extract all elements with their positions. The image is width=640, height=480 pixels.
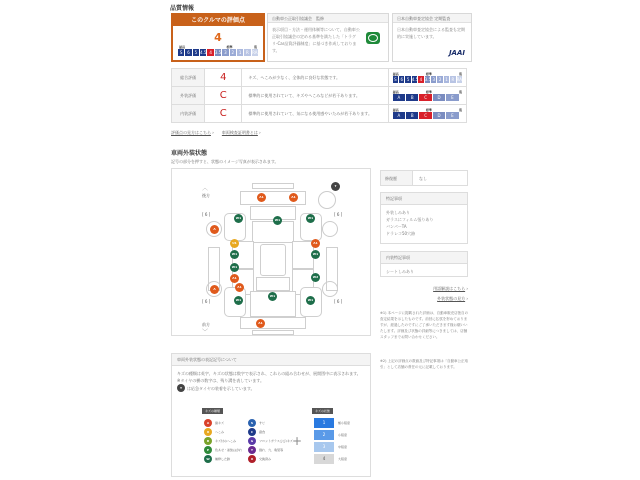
scale-cell: 4.5 bbox=[411, 77, 419, 82]
front-label: 前方 bbox=[202, 322, 210, 327]
damage-mark[interactable]: A bbox=[210, 225, 219, 234]
scale-cell: S bbox=[394, 77, 397, 82]
chevron-right-icon: › bbox=[465, 296, 468, 301]
special-note-item: ガラスにフィルム張りあり bbox=[386, 217, 434, 222]
scale-high-label: 最高 bbox=[392, 108, 399, 112]
rear-right-tire bbox=[322, 221, 338, 237]
damage-mark[interactable]: A1 bbox=[256, 319, 265, 328]
notation-line-2: ※タイヤの横の数字は、残り溝を表しています。 bbox=[177, 378, 264, 383]
scale-cell: 6 bbox=[400, 77, 404, 82]
rating-bar bbox=[388, 69, 466, 87]
note-2: ※2) 上記の評価点の数値及び特記事項は「自動車公正取引」として店舗の責任の元に記載しております。 bbox=[380, 359, 469, 369]
damage-level-badge: 3 bbox=[314, 442, 334, 452]
damage-type-item bbox=[204, 454, 249, 463]
scale-cell: RA bbox=[456, 77, 462, 82]
scale-cell: 6 bbox=[187, 50, 190, 55]
scale-standard-label: 標準 bbox=[425, 90, 432, 94]
damage-mark[interactable]: A1 bbox=[230, 274, 239, 283]
damage-mark[interactable]: W1 bbox=[234, 296, 243, 305]
rating-desc: 標準的に使用されていて、キズやへこみなどが若干あります。 bbox=[242, 87, 388, 105]
scale-cell: 3 bbox=[432, 77, 435, 82]
chevron-right-icon: › bbox=[465, 286, 468, 291]
special-note-item: バンパーTA bbox=[386, 224, 407, 229]
rating-value: C bbox=[205, 87, 242, 105]
scale-cell: B bbox=[406, 94, 418, 101]
spare-tire-icon: T bbox=[177, 384, 185, 392]
jaai-card bbox=[392, 13, 472, 62]
scale-cell: D bbox=[433, 94, 445, 101]
damage-mark[interactable]: W1 bbox=[268, 292, 277, 301]
scale-cell: C bbox=[419, 112, 431, 119]
damage-type-icon: A bbox=[204, 419, 212, 427]
damage-level-item bbox=[314, 429, 350, 441]
scale-cell: E bbox=[446, 112, 458, 119]
damage-type-icon: X bbox=[248, 455, 256, 463]
special-notes-header: 特記事項 bbox=[381, 193, 467, 205]
table-row bbox=[172, 69, 467, 87]
exterior-scale bbox=[393, 94, 462, 101]
damage-type-item bbox=[204, 445, 249, 454]
scale-high-label: 最高 bbox=[392, 90, 399, 94]
scale-cell: R bbox=[451, 77, 455, 82]
score-card-header: このクルマの評価点 bbox=[173, 15, 263, 26]
damage-type-item bbox=[248, 454, 308, 463]
scale-cell: 1 bbox=[445, 77, 448, 82]
front-bumper-bottom bbox=[252, 330, 294, 335]
scale-low-label: 低 bbox=[458, 108, 462, 112]
scale-cell: 4.5 bbox=[200, 50, 207, 55]
score-scale bbox=[173, 49, 263, 56]
spare-tire bbox=[318, 191, 336, 209]
exterior-guide-link-text[interactable]: 外装状態の見方 bbox=[437, 296, 466, 301]
damage-type-label: 腐食 bbox=[259, 429, 266, 434]
special-note-item: 外装しみあり bbox=[386, 210, 410, 215]
rear-window bbox=[252, 221, 294, 243]
damage-mark[interactable]: W1 bbox=[306, 296, 315, 305]
scale-cell: D bbox=[433, 112, 445, 119]
scale-cell: 4 bbox=[209, 50, 212, 55]
damage-mark[interactable]: A1 bbox=[311, 239, 320, 248]
tire-depth-rear-right: [ 6 ] bbox=[334, 212, 343, 217]
chevron-right-icon: › bbox=[211, 130, 214, 135]
terms-link-text[interactable]: 用語解説はこちら bbox=[433, 286, 466, 291]
special-notes-box bbox=[380, 192, 468, 244]
car-diagram bbox=[171, 168, 371, 336]
table-row bbox=[172, 105, 467, 123]
scale-standard-label: 標準 bbox=[425, 72, 432, 76]
scale-cell: 5 bbox=[406, 77, 410, 82]
windshield bbox=[256, 277, 290, 291]
scale-cell: S bbox=[179, 50, 183, 55]
damage-mark[interactable]: W1 bbox=[234, 214, 243, 223]
damage-levels-column bbox=[314, 417, 350, 465]
certificate-link[interactable] bbox=[222, 130, 261, 136]
damage-type-label: フロントガラスひび/キズ bbox=[259, 438, 293, 443]
damage-type-icon: Y bbox=[248, 446, 256, 454]
damage-type-icon: C bbox=[248, 428, 256, 436]
scale-cell: 1 bbox=[238, 50, 242, 55]
notation-line-3: は応急タイヤの装着を示しています。 bbox=[187, 385, 255, 391]
exterior-title: 車両外装状態 bbox=[171, 150, 208, 157]
damage-levels-tag: キズの状態 bbox=[312, 408, 333, 414]
damage-type-icon: W bbox=[204, 455, 212, 463]
scale-cell: 3 bbox=[224, 50, 227, 55]
supervision-card bbox=[267, 13, 389, 62]
damage-level-item bbox=[314, 453, 350, 465]
rating-bar bbox=[388, 87, 466, 105]
scale-low-label: 低 bbox=[458, 90, 462, 94]
page-title: 品質情報 bbox=[170, 5, 195, 12]
damage-type-label: 線キズ bbox=[215, 420, 224, 425]
interior-notes-box bbox=[380, 251, 468, 277]
shield-check-icon bbox=[366, 32, 380, 44]
damage-type-icon: U bbox=[204, 428, 212, 436]
scale-standard-label: 標準 bbox=[226, 45, 233, 49]
scale-standard-label: 標準 bbox=[425, 108, 432, 112]
interior-notes-header: 内装特記事項 bbox=[381, 252, 467, 264]
scale-low-label: 低 bbox=[253, 45, 257, 49]
scale-cell: 3.5 bbox=[214, 50, 222, 55]
damage-type-item bbox=[204, 436, 249, 445]
damage-mark[interactable]: W1 bbox=[311, 250, 320, 259]
damage-level-badge: 2 bbox=[314, 430, 334, 440]
scale-high-label: 最高 bbox=[392, 72, 399, 76]
damage-mark[interactable]: A1 bbox=[289, 193, 298, 202]
rear-label: 後方 bbox=[202, 193, 210, 198]
damage-type-icon: P bbox=[204, 446, 212, 454]
rating-label: 内装評価 bbox=[172, 105, 205, 123]
damage-level-label: 小程度 bbox=[338, 433, 348, 437]
damage-type-item bbox=[204, 418, 249, 427]
damage-mark[interactable]: W1 bbox=[230, 263, 239, 272]
tire-depth-front-left: [ 6 ] bbox=[202, 299, 211, 304]
chevron-right-icon: › bbox=[257, 130, 261, 135]
jaai-card-header: 日本自動車査定協会 定期監査 bbox=[393, 14, 471, 23]
scale-cell: A bbox=[393, 94, 405, 101]
rating-value: C bbox=[205, 105, 242, 123]
scale-cell: B bbox=[406, 112, 418, 119]
scale-cell: 5 bbox=[194, 50, 198, 55]
damage-type-icon: S bbox=[248, 419, 256, 427]
rating-bar bbox=[388, 105, 466, 123]
damage-mark[interactable]: A1 bbox=[235, 283, 244, 292]
scale-cell: 2 bbox=[231, 50, 234, 55]
jaai-card-body: 日本自動車査定協会による監査も定期的に実施しています。 bbox=[397, 27, 465, 39]
certificate-link-text[interactable]: 車両検査証明書とは bbox=[221, 130, 258, 135]
scale-high-label: 最高 bbox=[179, 45, 186, 49]
damage-level-label: 大程度 bbox=[338, 457, 348, 461]
damage-mark[interactable]: W2 bbox=[311, 273, 320, 282]
notation-header: 車両外装状態の表記記号について bbox=[172, 354, 370, 366]
scale-cell: 2 bbox=[438, 77, 442, 82]
damage-level-badge: 1 bbox=[314, 418, 334, 428]
overall-scale bbox=[393, 76, 462, 83]
damage-types-tag: キズの種類 bbox=[202, 408, 223, 414]
chevron-down-icon: ﹀ bbox=[202, 329, 209, 336]
scale-cell: RA bbox=[252, 50, 258, 55]
damage-type-item bbox=[248, 418, 308, 427]
damage-level-item bbox=[314, 441, 350, 453]
tire-depth-rear-left: [ 6 ] bbox=[202, 212, 211, 217]
interior-note-item: シートしみあり bbox=[386, 269, 414, 274]
rating-label: 外装評価 bbox=[172, 87, 205, 105]
damage-mark[interactable]: A bbox=[210, 285, 219, 294]
ratings-table bbox=[171, 68, 467, 123]
notation-box bbox=[171, 353, 371, 477]
damage-type-icon: G bbox=[248, 437, 256, 445]
damage-mark[interactable]: U1 bbox=[230, 239, 239, 248]
damage-mark[interactable]: W1 bbox=[230, 250, 239, 259]
damage-mark[interactable]: A1 bbox=[257, 193, 266, 202]
plus-icon: + bbox=[292, 434, 303, 448]
notation-line-1: キズの種類は英字、キズの状態は数字で表示され、これらの組み合わせが、展開図中に表示されます。 bbox=[177, 371, 361, 376]
repair-history-label: 修復歴 bbox=[381, 171, 413, 185]
scale-cell: C bbox=[419, 94, 431, 101]
damage-type-label: 補修した跡 bbox=[215, 456, 231, 461]
rating-value: 4 bbox=[205, 69, 242, 87]
rating-desc: キズ、へこみが少なく、全体的に良好な状態です。 bbox=[242, 69, 388, 87]
damage-type-icon: B bbox=[204, 437, 212, 445]
damage-mark[interactable]: W1 bbox=[273, 216, 282, 225]
damage-type-label: 色あせ・塗装はがれ bbox=[215, 447, 243, 452]
terms-link[interactable] bbox=[380, 286, 468, 292]
special-note-item: ドラレコ50穴跡 bbox=[386, 231, 416, 236]
interior-scale bbox=[393, 112, 462, 119]
damage-type-label: サビ bbox=[259, 420, 266, 425]
jaai-logo: JAAI bbox=[448, 49, 465, 57]
damage-level-label: 中程度 bbox=[338, 445, 348, 449]
damage-type-item bbox=[204, 427, 249, 436]
damage-mark[interactable]: W1 bbox=[306, 214, 315, 223]
damage-mark[interactable]: T bbox=[331, 182, 340, 191]
roof bbox=[260, 244, 286, 276]
supervision-card-header: 自動車公正取引協議会 監修 bbox=[268, 14, 388, 23]
scale-low-label: 低 bbox=[458, 72, 462, 76]
chevron-up-icon: ︿ bbox=[202, 185, 209, 192]
how-to-read-link[interactable] bbox=[171, 130, 214, 136]
damage-type-label: へこみ bbox=[215, 429, 225, 434]
scale-cell: R bbox=[246, 50, 249, 55]
score-value: 4 bbox=[214, 31, 222, 44]
scale-cell: 3.5 bbox=[424, 77, 432, 82]
note-1: ※1) 本ページに掲載された評価は、自動車販売店独自の査定結果を示したものです。前回に払拭を努めておりますが、経過したのですにご了承いただきます様お願いいたします。評価及び状態の詳細等につきましては、店舗スタッフまでお問い合わせください。 bbox=[380, 311, 469, 339]
table-row bbox=[172, 87, 467, 105]
score-card bbox=[171, 13, 265, 62]
scale-cell: 4 bbox=[419, 77, 423, 82]
exterior-subtitle: 記号の部分を押すと、状態のイメージ写真が表示されます。 bbox=[171, 159, 279, 164]
scale-cell: E bbox=[446, 94, 458, 101]
rating-desc: 標準的に使用されていて、気になる使用感やいたみが若干あります。 bbox=[242, 105, 388, 123]
damage-types-column-1 bbox=[204, 418, 249, 463]
exterior-guide-link[interactable] bbox=[380, 296, 468, 302]
tire-depth-front-right: [ 6 ] bbox=[334, 299, 343, 304]
damage-level-badge: 4 bbox=[314, 454, 334, 464]
front-right-tire bbox=[322, 281, 338, 297]
damage-level-item bbox=[314, 417, 350, 429]
how-to-read-link-text[interactable]: 評価点の見方はこちら bbox=[171, 130, 211, 135]
rating-label: 総合評価 bbox=[172, 69, 205, 87]
repair-history-value: なし bbox=[419, 176, 427, 181]
rear-bumper-top bbox=[252, 183, 294, 189]
front-bumper bbox=[240, 317, 306, 329]
repair-history-box bbox=[380, 170, 468, 186]
damage-type-label: 交換済み bbox=[259, 456, 272, 461]
damage-level-label: 極小程度 bbox=[338, 421, 351, 425]
scale-cell: A bbox=[393, 112, 405, 119]
damage-type-label: キズ付のへこみ bbox=[215, 438, 236, 443]
damage-type-label: 割れ、穴、亀裂等 bbox=[259, 447, 284, 452]
supervision-card-body: 表示項目・方法・運用体制等について、自動車公正取引協議会の定める基準を満たした「トラグリ-Car品質評価制度」に基づき作成しております。 bbox=[272, 27, 360, 53]
